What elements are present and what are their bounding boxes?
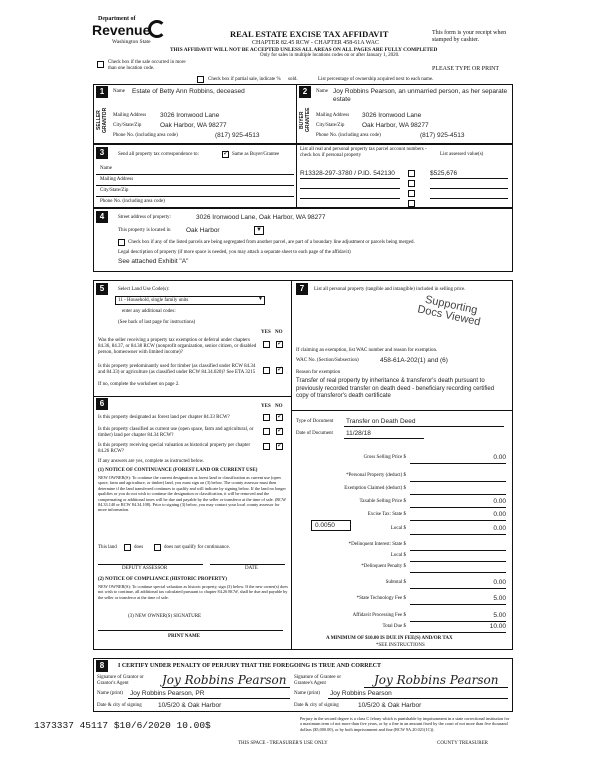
sold-label: sold. (288, 77, 298, 82)
seller-address[interactable]: 3026 Ironwood Lane (160, 112, 220, 119)
treasurer-note: THIS SPACE - TREASURER'S USE ONLY (238, 741, 328, 746)
seller-side-label: SELLER GRANTOR (96, 107, 108, 133)
q5-2-yes-checkbox[interactable] (263, 367, 270, 374)
taxable-selling-price[interactable]: 0.00 (493, 498, 506, 505)
q6-3-no-checkbox[interactable] (276, 443, 283, 450)
buyer-side-label: BUYER GRANTEE (299, 107, 311, 133)
supporting-docs-stamp: Supporting Docs Viewed (416, 293, 482, 329)
county-treasurer: COUNTY TREASURER (437, 741, 488, 746)
dept-of: Department of (98, 16, 136, 22)
q6-2-no-checkbox[interactable] (276, 428, 283, 435)
form-notice: THIS AFFIDAVIT WILL NOT BE ACCEPTED UNLESS ALL AREAS ON ALL PAGES ARE FULLY COMPLETED (170, 47, 438, 53)
section-3-number: 3 (96, 147, 108, 159)
partial-sale-label: Check box if partial sale, indicate % (208, 77, 281, 82)
land-does-not-checkbox[interactable] (154, 544, 161, 551)
q5-2-no-checkbox[interactable] (276, 367, 283, 374)
section-6-number: 6 (96, 398, 108, 410)
section-1-number: 1 (96, 86, 108, 98)
buyer-name[interactable]: Joy Robbins Pearson, an unmarried person, as her separate estate (333, 88, 508, 103)
subtotal[interactable]: 0.00 (493, 579, 506, 586)
gross-selling-price[interactable]: 0.00 (493, 454, 506, 461)
notice-compliance-text: NEW OWNER(S): To continue special valuation as historic property, sign (3) below. If the new owner(s) does not wish to continue, all additional tax calculated pursuant to chapter 84.26 RCW, shall be due and payable by the seller or transferor at the time of sale. (98, 584, 288, 600)
revenue-wordmark: Revenue (92, 22, 151, 38)
multi-location-checkbox[interactable] (97, 61, 104, 68)
multi-location-label: Check box if the sale occurred in more than one location code. (108, 60, 186, 71)
same-as-buyer-checkbox[interactable] (222, 151, 229, 158)
land-use-select[interactable]: 11 - Household, single family units ▼ (115, 296, 265, 305)
form-chapter: CHAPTER 82.45 RCW - CHAPTER 458-61A WAC (252, 40, 379, 46)
section-8-number: 8 (96, 660, 108, 672)
washington-state: Washington State (112, 39, 151, 45)
recording-stamp: 1373337 45117 $10/6/2020 10.00$ (34, 720, 211, 731)
chevron-down-icon: ▼ (258, 297, 263, 302)
excise-tax-state[interactable]: 0.00 (493, 511, 506, 518)
q5-1-yes-checkbox[interactable] (263, 341, 270, 348)
segregated-checkbox[interactable] (118, 239, 125, 246)
total-due[interactable]: 10.00 (489, 623, 506, 630)
q6-1-no-checkbox[interactable] (276, 414, 283, 421)
property-street[interactable]: 3026 Ironwood Lane, Oak Harbor, WA 98277 (196, 214, 326, 221)
receipt-note: This form is your receipt when stamped by cashier. (432, 30, 507, 43)
partial-sale-checkbox[interactable] (197, 76, 204, 83)
parcel-header: List all real and personal property tax parcel account numbers - check box if personal property (300, 147, 427, 158)
seller-city[interactable]: Oak Harbor, WA 98277 (160, 122, 227, 129)
parcel-number[interactable]: R13328-297-3780 / P.ID. 542130 (300, 170, 395, 177)
property-location[interactable]: Oak Harbor (186, 227, 220, 234)
ownership-note: List percentage of ownership acquired next to each name. (318, 77, 434, 82)
grantor-signature[interactable]: Joy Robbins Pearson (162, 673, 287, 687)
section-7-number: 7 (296, 283, 308, 295)
section-2-number: 2 (299, 86, 311, 98)
grantor-date-city[interactable]: 10/5/20 & Oak Harbor (158, 702, 222, 709)
location-dropdown[interactable] (254, 226, 264, 235)
seller-name[interactable]: Estate of Betty Ann Robbins, deceased (132, 88, 245, 95)
buyer-city[interactable]: Oak Harbor, WA 98277 (362, 122, 429, 129)
print-note: PLEASE TYPE OR PRINT (432, 66, 500, 72)
personal-property-checkbox-3[interactable] (408, 190, 415, 197)
chevron-down-icon: ▼ (256, 227, 262, 233)
q6-3-yes-checkbox[interactable] (263, 443, 270, 450)
section-4-number: 4 (96, 211, 108, 223)
notice-continuance-text: NEW OWNER(S): To continue the current designation as forest land or classification as current use (open space, farm and agriculture, or timber) land, you must sign on (3) below. The county assessor must then determine if the land transferred continues to qualify and will indicate by signing below. If the land no longer qualifies or you do not wish to continue the designation or classification, it will be removed and the compensating or additional taxes will be due and payable by the seller or transferor at the time of sale. (RCW 84.33.140 or RCW 84.34.108). Prior to signing (3) below, you may contact your local county assessor for more information. (98, 475, 286, 513)
document-type[interactable]: Transfer on Death Deed (346, 418, 416, 425)
personal-property-checkbox-4[interactable] (408, 200, 415, 207)
land-does-checkbox[interactable] (124, 544, 131, 551)
q6-2-yes-checkbox[interactable] (263, 428, 270, 435)
legal-description[interactable]: See attached Exhibit "A" (118, 258, 189, 265)
perjury-notice: Perjury in the second degree is a class C felony which is punishable by imprisonment in a state correctional institution for a maximum term of not more than five years, or by a fine in an amount fixed by the court of not more than five thousand dollars ($5,000.00), or by both imprisonment and fine (RCW 9A.20.021(1C)). (300, 716, 510, 732)
revenue-logo-icon (148, 20, 166, 38)
wac-number[interactable]: 458-61A-202(1) and (6) (380, 357, 448, 364)
grantee-signature[interactable]: Joy Robbins Pearson (374, 673, 499, 687)
assessed-header: List assessed value(s) (440, 152, 484, 157)
agency-logo (92, 14, 172, 50)
grantee-date-city[interactable]: 10/5/20 & Oak Harbor (358, 702, 422, 709)
only-for-note: Only for sales in multiple locations codes on or after January 1, 2020. (260, 53, 400, 58)
q6-1-yes-checkbox[interactable] (263, 414, 270, 421)
q5-1-no-checkbox[interactable] (276, 341, 283, 348)
state-technology-fee[interactable]: 5.00 (493, 595, 506, 602)
grantee-print-name[interactable]: Joy Robbins Pearson (330, 690, 392, 697)
personal-property-checkbox-1[interactable] (408, 170, 415, 177)
affidavit-processing-fee[interactable]: 5.00 (493, 612, 506, 619)
personal-property-checkbox-2[interactable] (408, 180, 415, 187)
buyer-phone[interactable]: (817) 925-4513 (420, 132, 465, 139)
form-title: REAL ESTATE EXCISE TAX AFFIDAVIT (230, 29, 389, 39)
exemption-reason[interactable]: Transfer of real property by inheritance & transferor's death pursuant to previously recorded transfer on death deed - beneficiary recording certified copy of transferor's death certificate (296, 378, 495, 399)
seller-phone[interactable]: (817) 925-4513 (215, 132, 260, 139)
document-date[interactable]: 11/28/18 (346, 430, 371, 437)
buyer-address[interactable]: 3026 Ironwood Lane (362, 112, 422, 119)
excise-tax-local[interactable]: 0.00 (493, 525, 506, 532)
local-rate-field[interactable]: 0.0050 (311, 520, 351, 531)
grantor-print-name[interactable]: Joy Robbins Pearson, PR (130, 690, 205, 697)
section-5-number: 5 (96, 283, 108, 295)
assessed-value[interactable]: $525,676 (430, 170, 458, 177)
